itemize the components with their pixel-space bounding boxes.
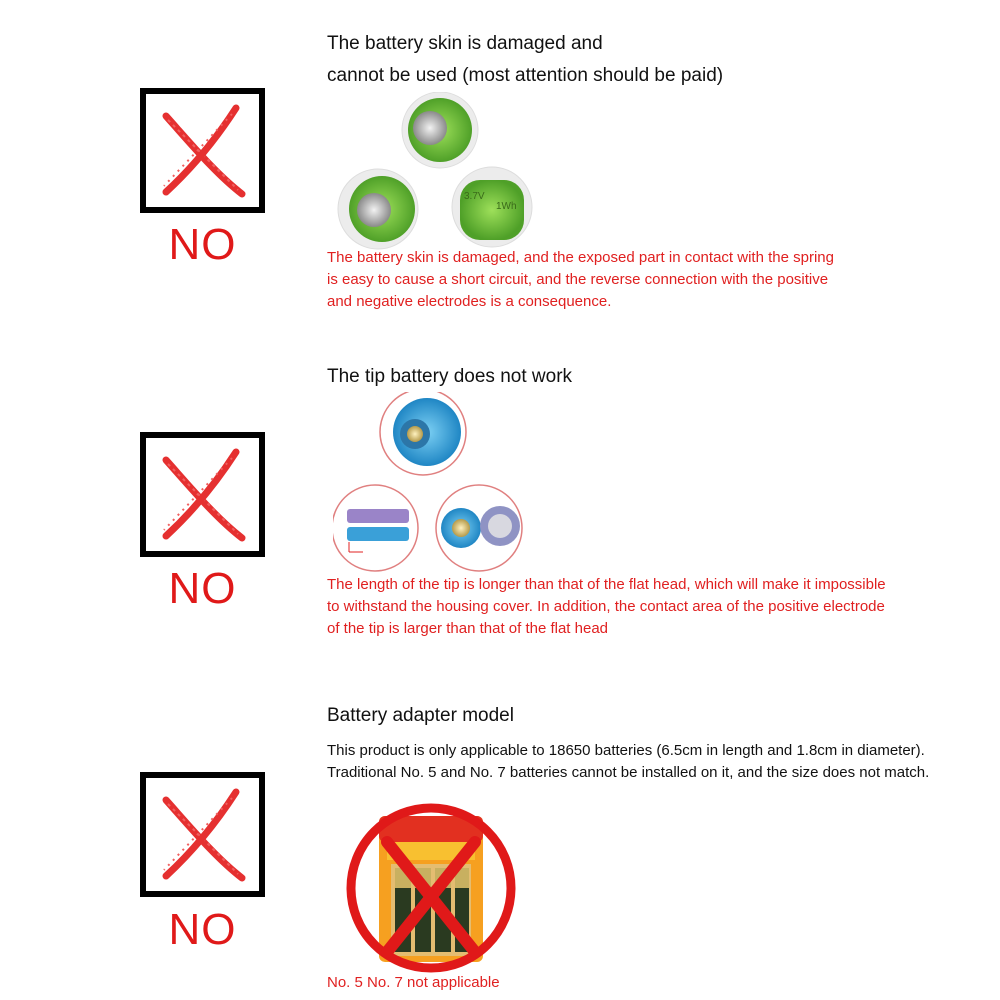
battery-print-energy: 1Wh xyxy=(496,201,517,212)
no-label: NO xyxy=(168,905,237,954)
description-line: and negative electrodes is a consequence. xyxy=(327,293,612,310)
description-line: is easy to cause a short circuit, and the reverse connection with the positive xyxy=(327,271,829,288)
section-heading: Battery adapter model xyxy=(327,705,514,726)
section-body xyxy=(327,740,929,784)
body-line: Traditional No. 5 and No. 7 batteries cannot be installed on it, and the size does not match. xyxy=(327,764,930,781)
description-line: The length of the tip is longer than that of the flat head, which will make it impossible xyxy=(327,576,886,593)
battery-print-voltage: 3.7V xyxy=(464,191,485,202)
body-line: This product is only applicable to 18650 batteries (6.5cm in length and 1.8cm in diameter). xyxy=(327,742,925,759)
section-heading: The tip battery does not work xyxy=(327,366,573,387)
no-label: NO xyxy=(168,220,237,269)
image-caption: No. 5 No. 7 not applicable xyxy=(327,974,500,991)
no-label: NO xyxy=(168,564,237,613)
section-heading-line-1: The battery skin is damaged and xyxy=(327,33,603,54)
aa-aaa-battery-pack-photo xyxy=(343,802,519,974)
description-line: The battery skin is damaged, and the exposed part in contact with the spring xyxy=(327,249,834,266)
no-mark-box xyxy=(140,772,265,897)
description-line: to withstand the housing cover. In addition, the contact area of the positive electrode xyxy=(327,598,885,615)
description-line: of the tip is larger than that of the flat head xyxy=(327,620,609,637)
section-heading-line-2: cannot be used (most attention should be paid) xyxy=(327,65,724,86)
red-x-icon xyxy=(146,778,259,891)
